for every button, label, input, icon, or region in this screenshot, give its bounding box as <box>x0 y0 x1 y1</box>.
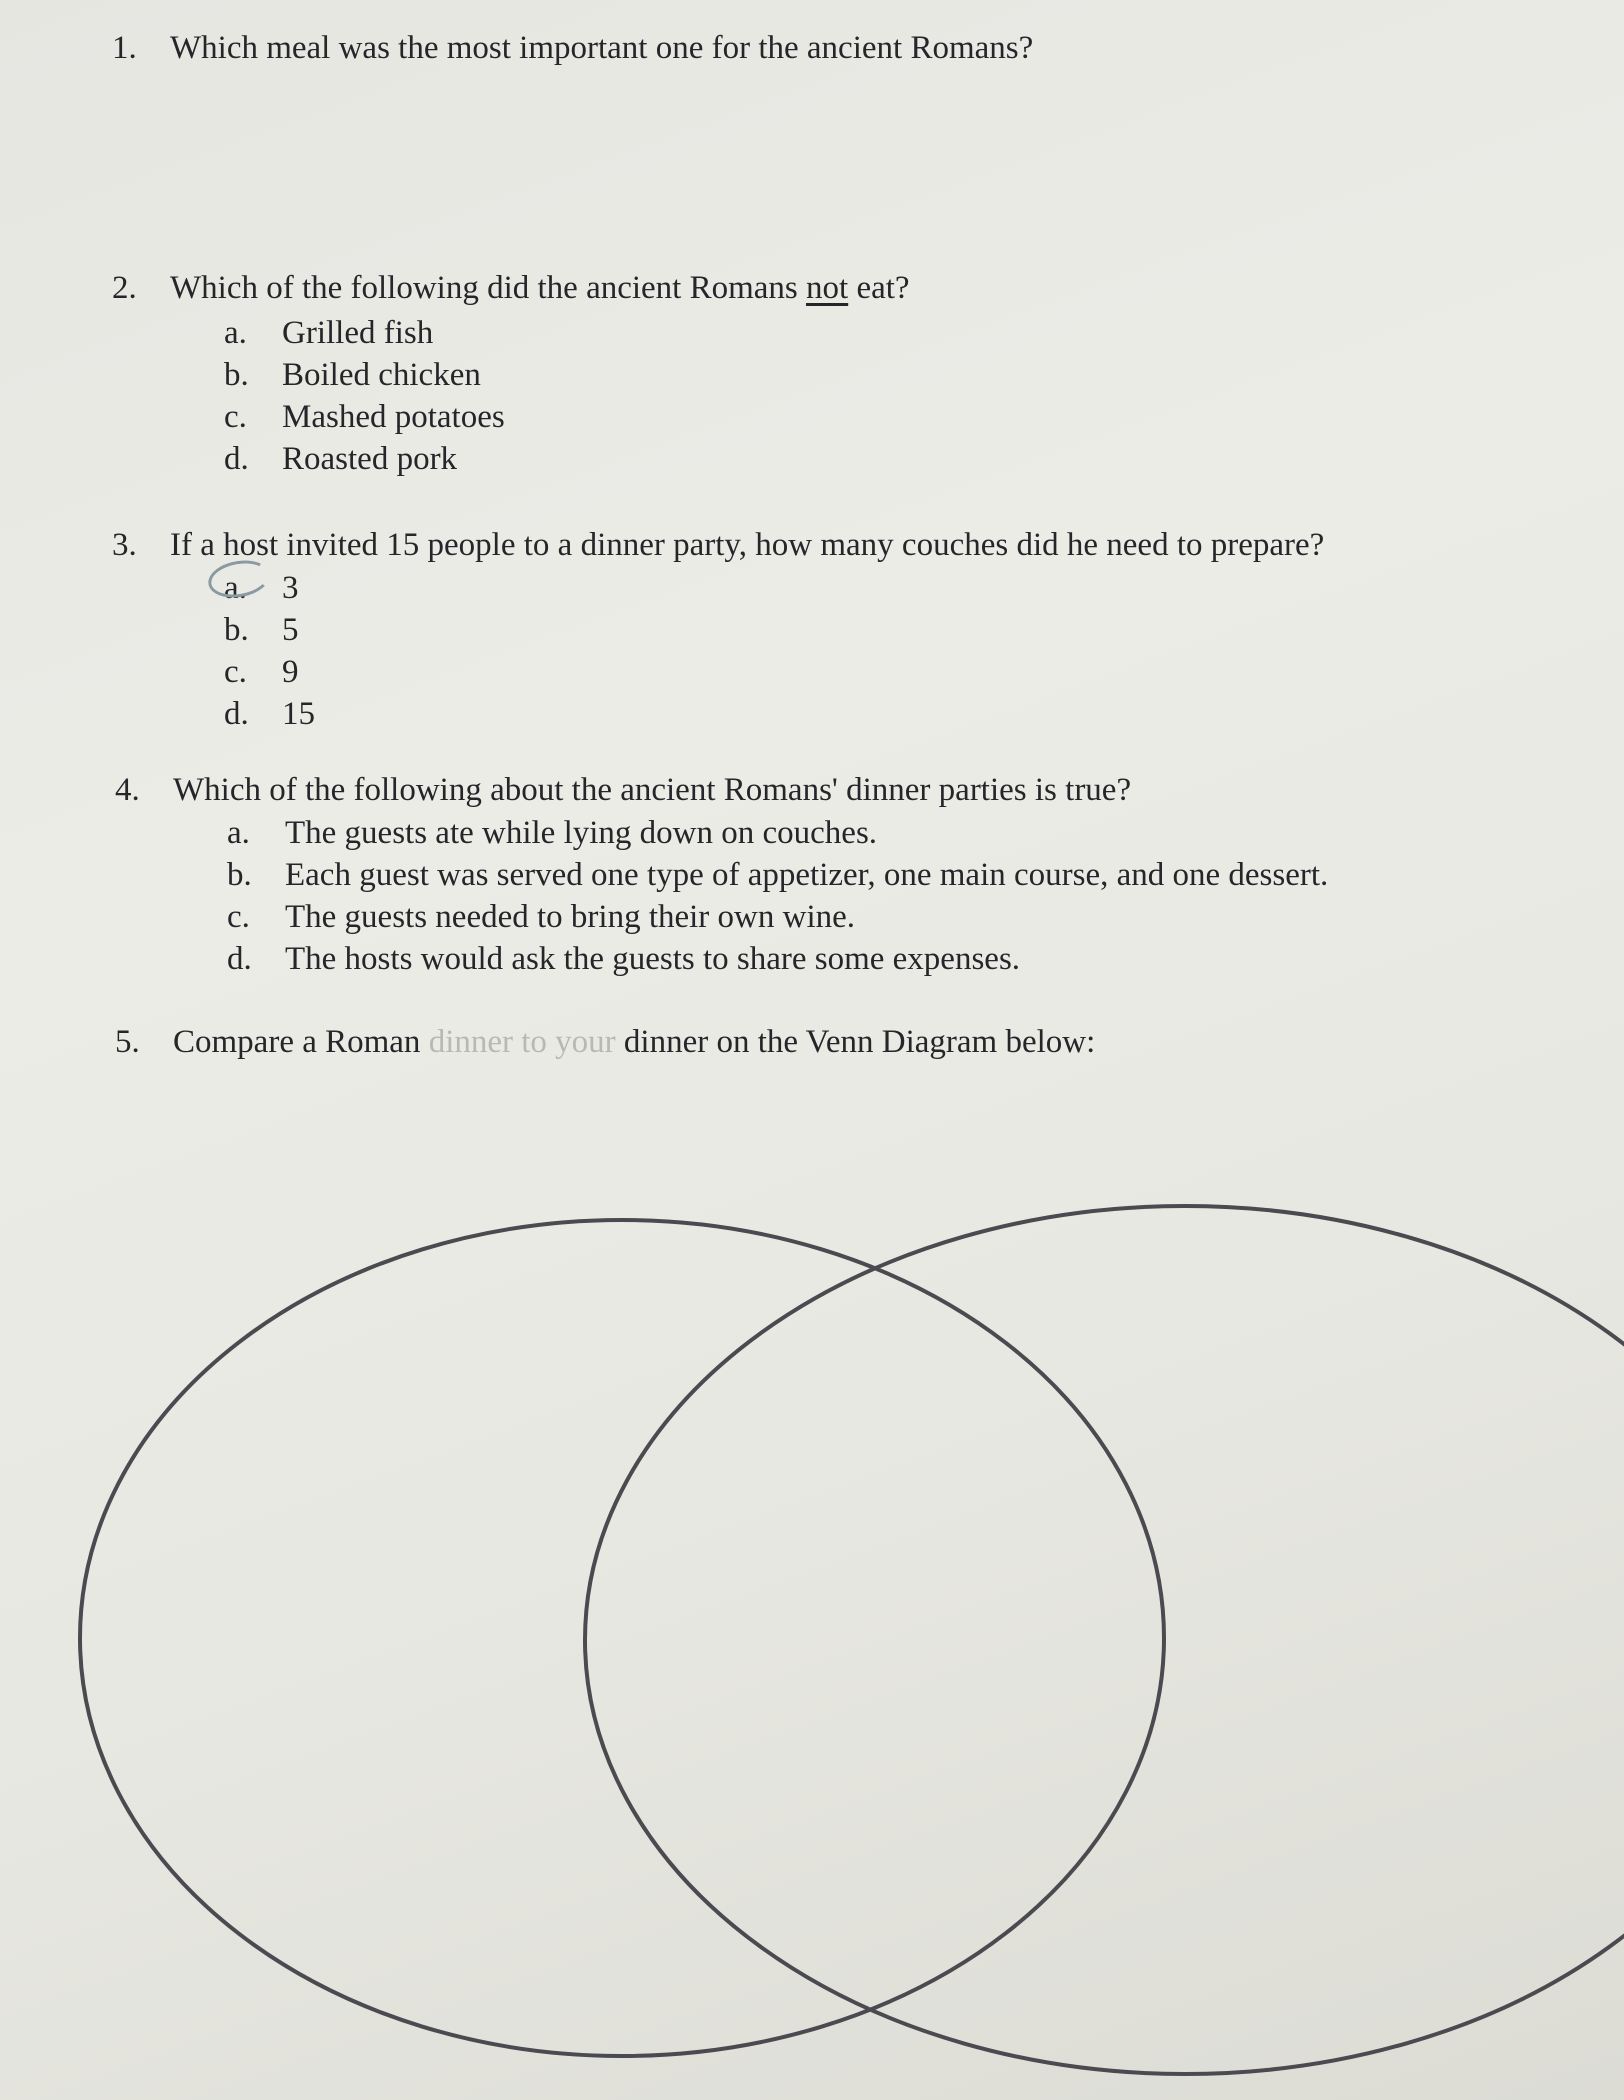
option-letter-text: a. <box>224 570 247 606</box>
option-letter: b. <box>224 612 249 648</box>
option-letter: c. <box>224 654 247 690</box>
option-text: The guests needed to bring their own wine. <box>285 899 856 935</box>
venn-circle-left[interactable] <box>80 1220 1164 2056</box>
stem-part: dinner on the Venn Diagram below: <box>615 1024 1096 1060</box>
option-d[interactable] <box>224 438 1552 480</box>
option-d[interactable] <box>224 693 1552 735</box>
question-4 <box>115 770 1555 980</box>
question-stem: Which of the following about the ancient Romans' dinner parties is true? <box>173 772 1132 808</box>
option-letter: a. <box>227 815 250 851</box>
stem-emphasis: not <box>806 270 849 306</box>
question-number: 1. <box>112 30 137 66</box>
question-2 <box>112 268 1552 480</box>
option-text: Each guest was served one type of appetizer, one main course, and one dessert. <box>285 857 1329 893</box>
stem-part: eat? <box>848 270 910 306</box>
question-3 <box>112 525 1552 735</box>
venn-diagram <box>0 1090 1624 2100</box>
question-3-text <box>112 525 1552 565</box>
question-stem <box>173 1022 1095 1062</box>
option-text: Mashed potatoes <box>282 399 505 435</box>
question-2-text <box>112 268 1552 308</box>
question-number: 5. <box>115 1024 140 1060</box>
option-a[interactable] <box>224 312 1552 354</box>
option-letter: b. <box>227 857 252 893</box>
question-stem: Which meal was the most important one for the ancient Romans? <box>170 30 1034 66</box>
option-text: Roasted pork <box>282 441 458 477</box>
option-text: 3 <box>282 570 299 606</box>
option-text: The hosts would ask the guests to share some expenses. <box>285 941 1021 977</box>
question-number: 4. <box>115 772 140 808</box>
question-number: 2. <box>112 270 137 306</box>
option-letter: d. <box>227 941 252 977</box>
question-5 <box>115 1022 1555 1062</box>
question-stem <box>170 268 910 308</box>
option-b[interactable] <box>227 854 1555 896</box>
option-letter: d. <box>224 696 249 732</box>
stem-faded-part: dinner to your <box>428 1024 616 1060</box>
stem-part: Compare a Roman <box>173 1024 429 1060</box>
question-2-options <box>112 312 1552 480</box>
question-1 <box>112 28 1552 68</box>
option-text: 15 <box>282 696 315 732</box>
option-letter: a. <box>224 315 247 351</box>
option-letter: c. <box>224 399 247 435</box>
question-3-options <box>112 567 1552 735</box>
question-number: 3. <box>112 527 137 563</box>
question-1-text <box>112 28 1552 68</box>
option-d[interactable] <box>227 938 1555 980</box>
question-stem: If a host invited 15 people to a dinner party, how many couches did he need to prepare? <box>170 527 1325 563</box>
option-b[interactable] <box>224 609 1552 651</box>
venn-circle-right[interactable] <box>585 1206 1624 2074</box>
question-5-text <box>115 1022 1555 1062</box>
option-c[interactable] <box>224 651 1552 693</box>
option-text: The guests ate while lying down on couches. <box>285 815 878 851</box>
option-text: Grilled fish <box>282 315 434 351</box>
stem-part: Which of the following did the ancient Romans <box>170 270 807 306</box>
question-4-text <box>115 770 1555 810</box>
question-4-options <box>115 812 1555 980</box>
option-letter: c. <box>227 899 250 935</box>
option-a[interactable] <box>227 812 1555 854</box>
option-b[interactable] <box>224 354 1552 396</box>
option-a[interactable] <box>224 567 1552 609</box>
option-text: Boiled chicken <box>282 357 481 393</box>
option-letter: b. <box>224 357 249 393</box>
option-text: 5 <box>282 612 299 648</box>
option-c[interactable] <box>224 396 1552 438</box>
option-c[interactable] <box>227 896 1555 938</box>
option-letter <box>224 567 282 609</box>
option-text: 9 <box>282 654 299 690</box>
option-letter: d. <box>224 441 249 477</box>
